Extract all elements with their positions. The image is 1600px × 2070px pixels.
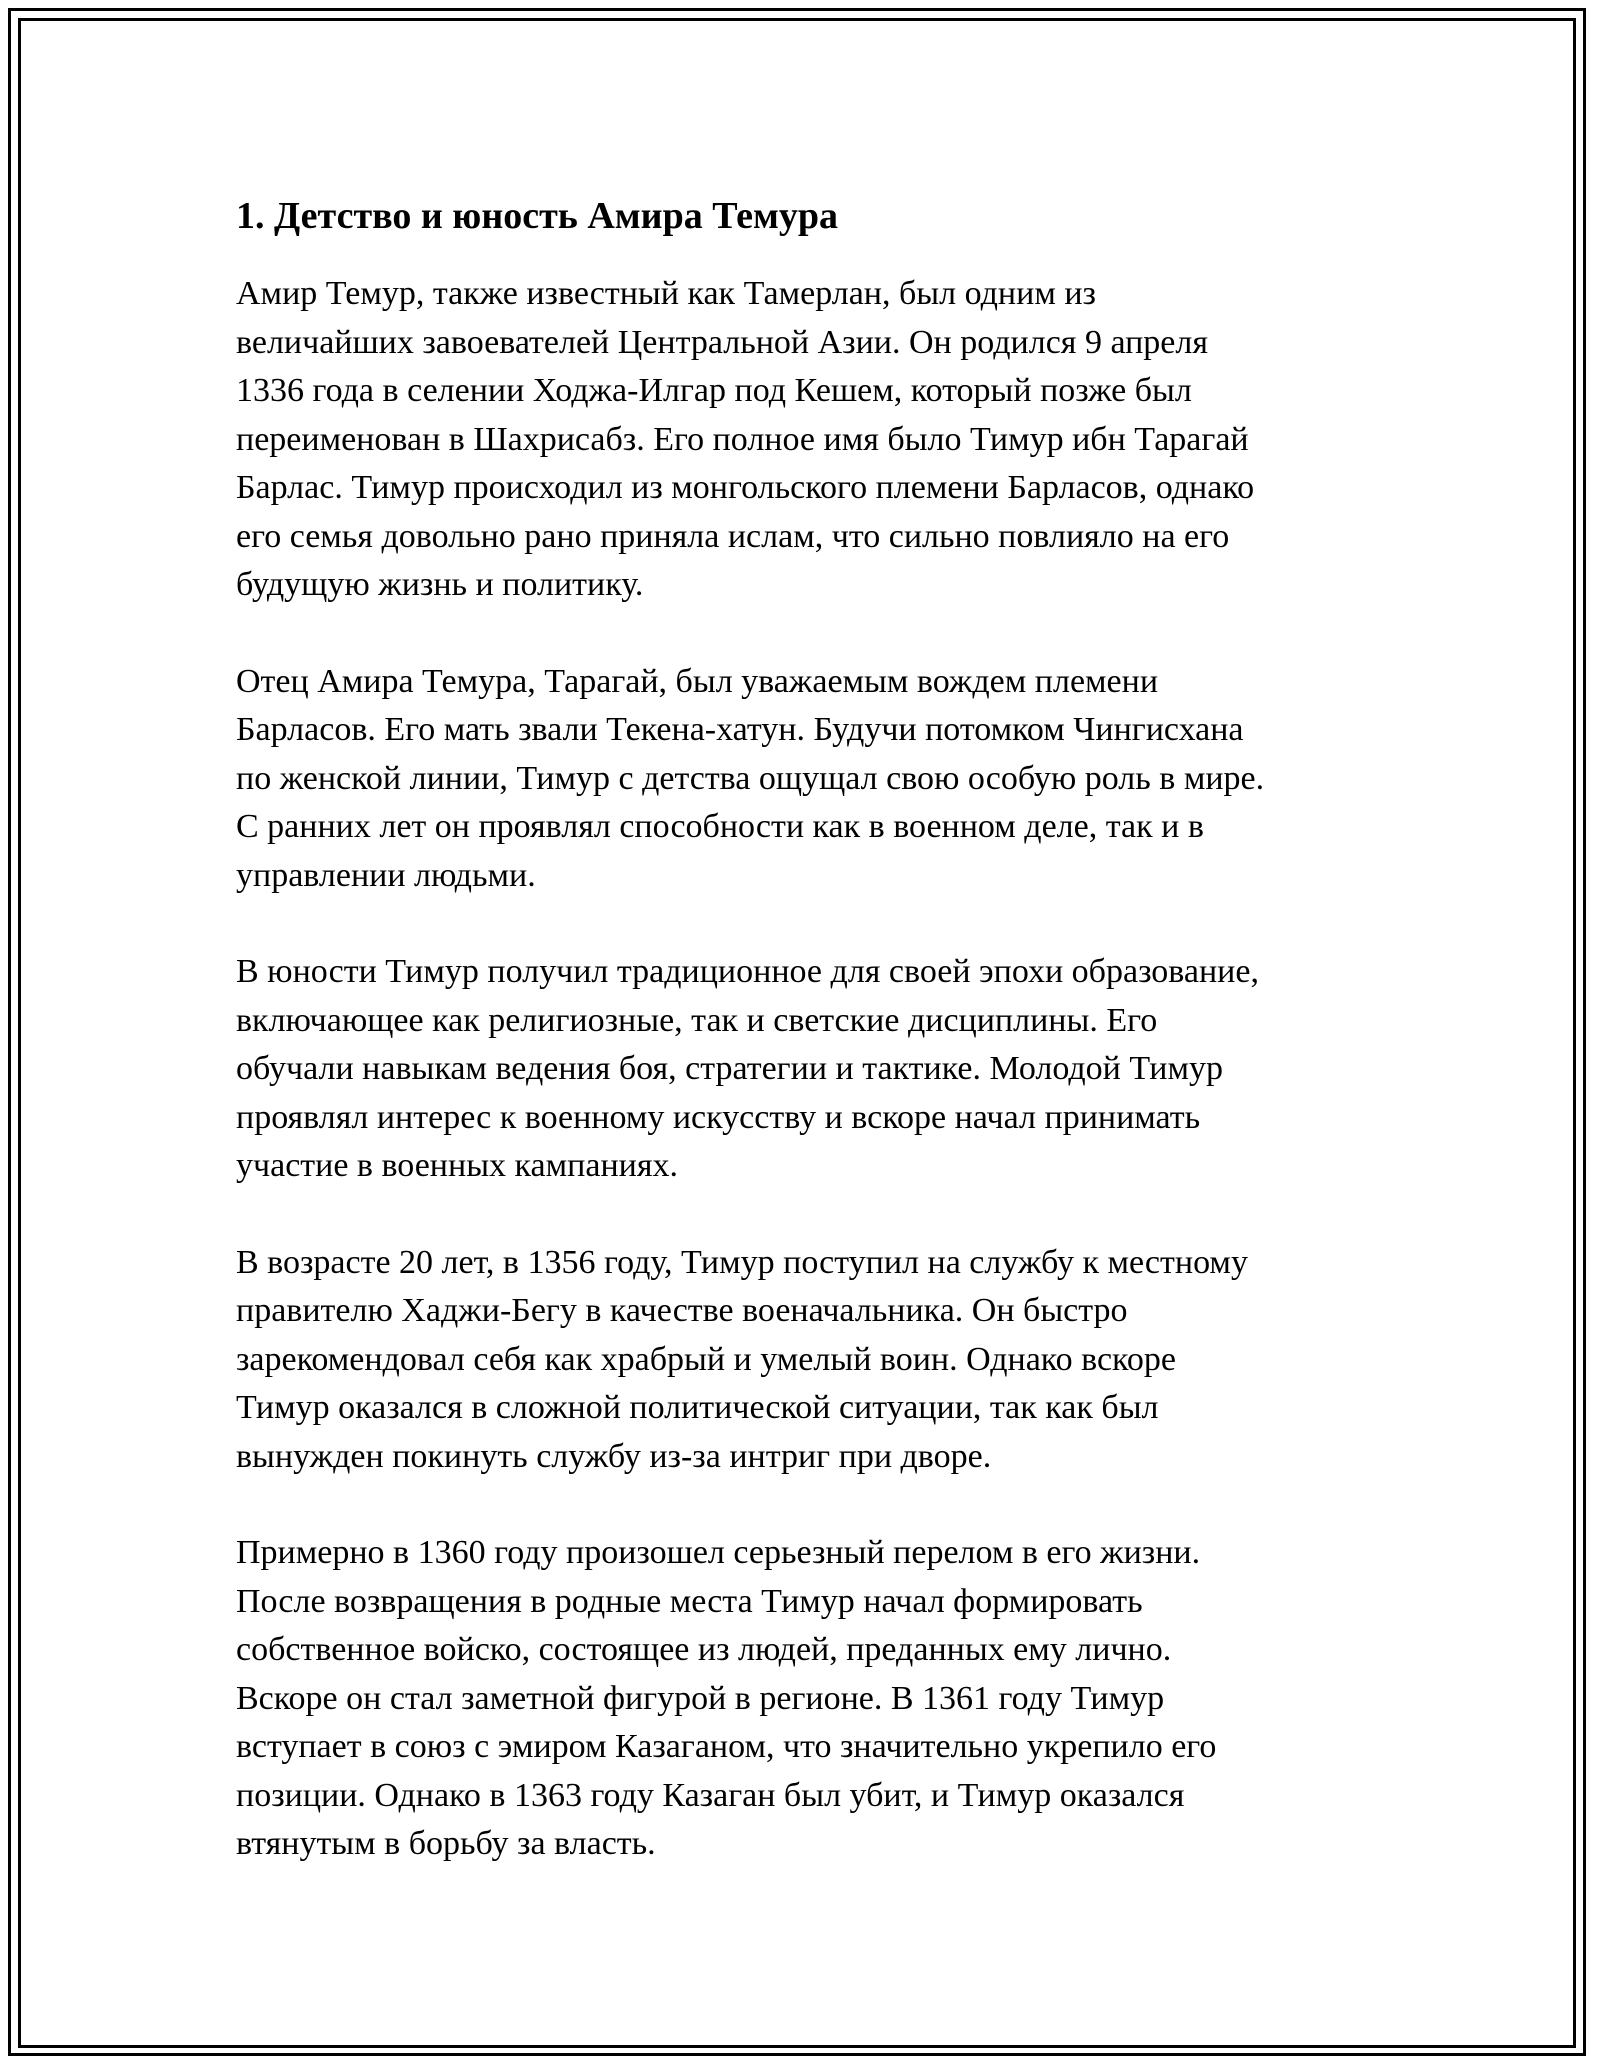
text-line: 1336 года в селении Ходжа-Илгар под Кешем, который позже был (236, 372, 1192, 409)
text-line: по женской линии, Тимур с детства ощущал свою особую роль в мире. (236, 759, 1265, 797)
text-line: включающее как религиозные, так и светские дисциплины. Его (236, 1001, 1158, 1039)
paragraph-2 (236, 658, 1361, 901)
text-line: Барласов. Его мать звали Текена-хатун. Будучи потомком Чингисхана (236, 711, 1244, 748)
text-line: Тимур оказался в сложной политической ситуации, так как был (236, 1389, 1159, 1426)
text-line: втянутым в борьбу за власть. (236, 1825, 656, 1862)
section-heading: 1. Детство и юность Амира Темура (236, 195, 838, 237)
text-line: В возрасте 20 лет, в 1356 году, Тимур поступил на службу к местному (236, 1243, 1248, 1281)
text-line: Вскоре он стал заметной фигурой в регионе. В 1361 году Тимур (236, 1679, 1165, 1717)
text-line: величайших завоевателей Центральной Азии. Он родился 9 апреля (236, 323, 1208, 361)
text-line: позиции. Однако в 1363 году Казаган был убит, и Тимур оказался (236, 1776, 1185, 1814)
text-line: Барлас. Тимур происходил из монгольского племени Барласов, однако (236, 469, 1255, 506)
text-line: Примерно в 1360 году произошел серьезный перелом в его жизни. (236, 1534, 1201, 1571)
text-line: После возвращения в родные места Тимур начал формировать (236, 1582, 1143, 1620)
text-line: обучали навыкам ведения боя, стратегии и тактике. Молодой Тимур (236, 1050, 1224, 1087)
text-line: участие в военных кампаниях. (236, 1147, 678, 1184)
text-line: переименован в Шахрисабз. Его полное имя было Тимур ибн Тарагай (236, 420, 1249, 458)
text-line: собственное войско, состоящее из людей, преданных ему лично. (236, 1631, 1172, 1668)
paragraph-3 (236, 948, 1361, 1191)
text-line: В юности Тимур получил традиционное для своей эпохи образование, (236, 953, 1259, 990)
paragraph-5 (236, 1529, 1361, 1869)
text-line: вынужден покинуть службу из-за интриг при дворе. (236, 1437, 992, 1475)
paragraph-4 (236, 1239, 1361, 1482)
text-line: управлении людьми. (236, 856, 536, 894)
text-line: будущую жизнь и политику. (236, 566, 644, 603)
document-body (236, 188, 1361, 1917)
text-line: зарекомендовал себя как храбрый и умелый воин. Однако вскоре (236, 1340, 1176, 1378)
text-line: С ранних лет он проявлял способности как в военном деле, так и в (236, 808, 1204, 845)
text-line: Амир Темур, также известный как Тамерлан, был одним из (236, 275, 1096, 312)
text-line: его семья довольно рано приняла ислам, что сильно повлияло на его (236, 517, 1230, 555)
text-line: правителю Хаджи-Бегу в качестве военачальника. Он быстро (236, 1292, 1128, 1329)
paragraph-1 (236, 270, 1361, 610)
text-line: Отец Амира Темура, Тарагай, был уважаемым вождем племени (236, 662, 1159, 700)
text-line: проявлял интерес к военному искусству и вскоре начал принимать (236, 1098, 1201, 1136)
text-line: вступает в союз с эмиром Казаганом, что значительно укрепило его (236, 1728, 1217, 1765)
